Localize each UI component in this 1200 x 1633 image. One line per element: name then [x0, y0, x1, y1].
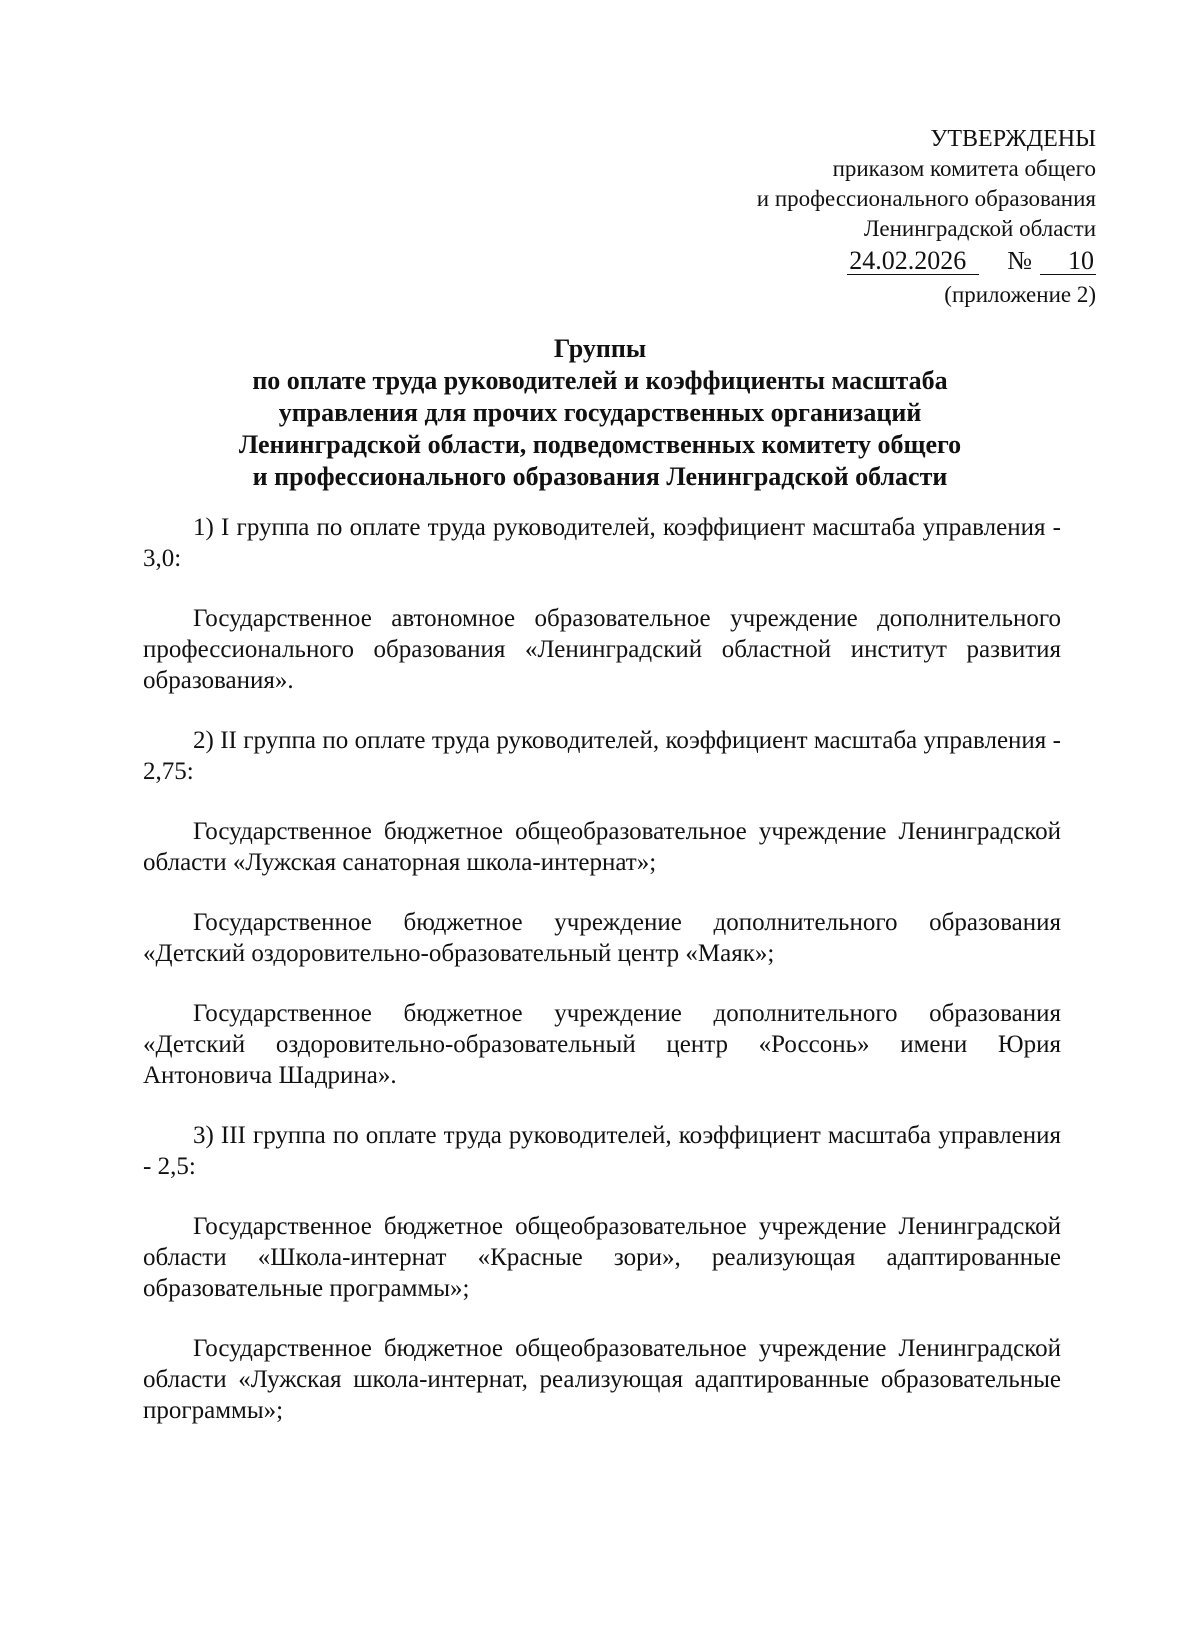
approval-number: 10 — [1040, 248, 1096, 275]
title-line-4: Ленинградской области, подведомственных комитету общего — [238, 430, 962, 459]
approval-block — [576, 124, 1096, 310]
document-title — [140, 333, 1060, 493]
title-line-2: по оплате труда руководителей и коэффициенты масштаба — [252, 366, 948, 395]
paragraph-group-2-org-1: Государственное бюджетное общеобразовательное учреждение Ленинградской области «Лужская санаторная школа-интернат»; — [143, 818, 1061, 876]
paragraph-group-2-org-2: Государственное бюджетное учреждение дополнительного образования «Детский оздоровительно-образовательный центр «Маяк»; — [143, 909, 1061, 967]
approval-annex: (приложение 2) — [944, 282, 1096, 307]
paragraph-group-1-heading: 1) I группа по оплате труда руководителей, коэффициент масштаба управления - 3,0: — [143, 514, 1061, 572]
title-line-3: управления для прочих государственных организаций — [278, 398, 922, 427]
approval-date: 24.02.2026 — [847, 248, 979, 275]
paragraph-group-3-org-2: Государственное бюджетное общеобразовательное учреждение Ленинградской области «Лужская школа-интернат, реализующая адаптированные образовательные программы»; — [143, 1335, 1061, 1424]
paragraph-group-3-org-1: Государственное бюджетное общеобразовательное учреждение Ленинградской области «Школа-интернат «Красные зори», реализующая адаптированные образовательные программы»; — [143, 1213, 1061, 1302]
paragraph-group-3-heading: 3) III группа по оплате труда руководителей, коэффициент масштаба управления - 2,5: — [143, 1122, 1061, 1180]
paragraph-group-2-org-3: Государственное бюджетное учреждение дополнительного образования «Детский оздоровительно-образовательный центр «Россонь» имени Юрия Антоновича Шадрина». — [143, 1000, 1061, 1089]
paragraph-group-1-org-1: Государственное автономное образовательное учреждение дополнительного профессионального образования «Ленинградский областной институт развития образования». — [143, 605, 1061, 694]
paragraph-group-2-heading: 2) II группа по оплате труда руководителей, коэффициент масштаба управления - 2,75: — [143, 727, 1061, 785]
approval-line-1: приказом комитета общего — [832, 156, 1096, 181]
approval-heading: УТВЕРЖДЕНЫ — [930, 126, 1096, 152]
title-line-5: и профессионального образования Ленинградской области — [252, 462, 948, 491]
document-body — [143, 512, 1061, 1455]
approval-line-2: и профессионального образования — [756, 186, 1096, 211]
title-line-1: Группы — [553, 334, 647, 363]
approval-number-sign: № — [1007, 246, 1032, 275]
approval-line-3: Ленинградской области — [863, 216, 1096, 241]
approval-date-number-line — [576, 244, 1096, 278]
